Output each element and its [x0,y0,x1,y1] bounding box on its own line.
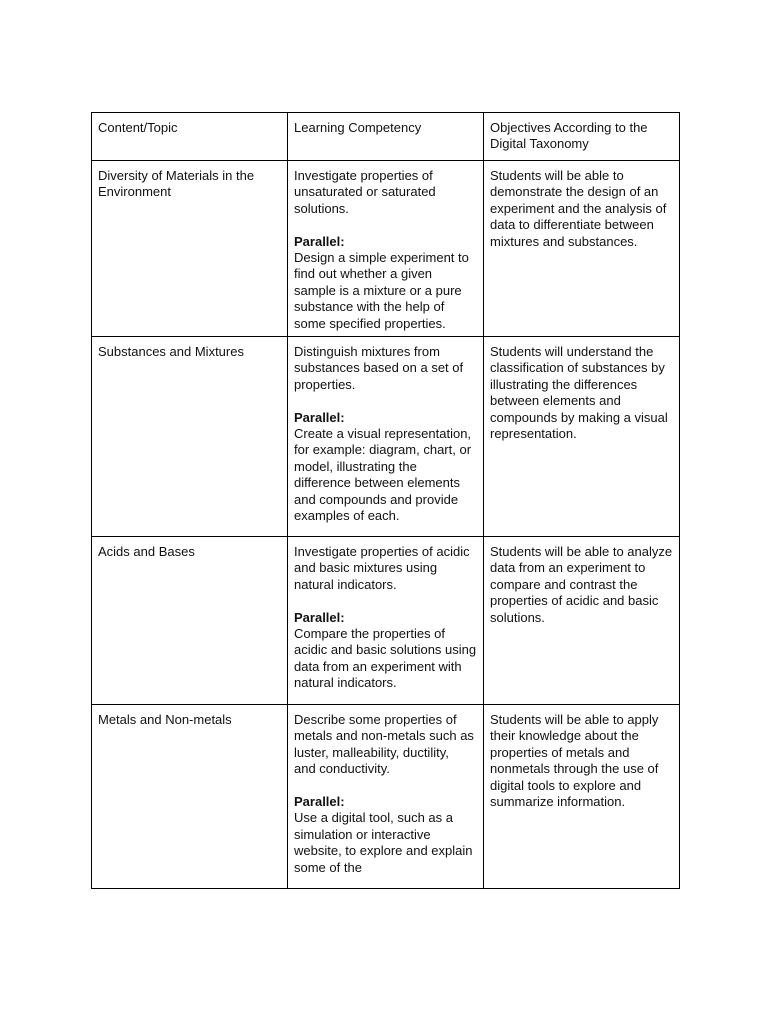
header-cell-content-topic: Content/Topic [92,113,288,161]
header-cell-learning-competency: Learning Competency [288,113,484,161]
competency-cell [288,537,484,705]
table-row [92,537,680,705]
competency-text-continued: and conductivity. [294,761,390,777]
parallel-text: Design a simple experiment to find out whether a given sample is a mixture or a pure substance with the help of some specified properties. [294,250,469,331]
header-cell-objectives: Objectives According to the Digital Taxonomy [484,113,680,161]
objective-cell: Students will be able to apply their knowledge about the properties of metals and nonmetals through the use of digital tools to explore and summarize information. [484,705,680,889]
parallel-label: Parallel: [294,233,345,249]
table-row [92,337,680,537]
parallel-label: Parallel: [294,794,345,810]
table-row [92,705,680,889]
competency-text: Investigate properties of acidic and basic mixtures using natural indicators. [294,544,470,592]
competency-cell [288,337,484,537]
parallel-label: Parallel: [294,409,345,425]
parallel-text: Compare the properties of acidic and basic solutions using data from an experiment with natural indicators. [294,626,477,691]
competency-text: Describe some properties of metals and non-metals such as luster, malleability, ductility, [294,712,474,760]
table-row [92,161,680,337]
competency-cell [288,161,484,337]
parallel-label: Parallel: [294,609,345,625]
objective-cell: Students will understand the classification of substances by illustrating the differences between elements and compounds by making a visual representation. [484,337,680,537]
objective-cell: Students will be able to demonstrate the design of an experiment and the analysis of data to differentiate between mixtures and substances. [484,161,680,337]
topic-cell: Acids and Bases [92,537,288,705]
competency-text: Investigate properties of unsaturated or saturated solutions. [294,168,436,216]
topic-cell: Metals and Non-metals [92,705,288,889]
competency-cell [288,705,484,889]
curriculum-table [91,112,680,889]
table-header-row [92,113,680,161]
parallel-text: Use a digital tool, such as a simulation or interactive website, to explore and explain some of the [294,810,473,875]
objective-cell: Students will be able to analyze data from an experiment to compare and contrast the properties of acidic and basic solutions. [484,537,680,705]
parallel-text: Create a visual representation, for example: diagram, chart, or model, illustrating the difference between elements and compounds and provide examples of each. [294,426,472,524]
topic-cell: Diversity of Materials in the Environment [92,161,288,337]
competency-text: Distinguish mixtures from substances based on a set of properties. [294,344,464,392]
topic-cell: Substances and Mixtures [92,337,288,537]
